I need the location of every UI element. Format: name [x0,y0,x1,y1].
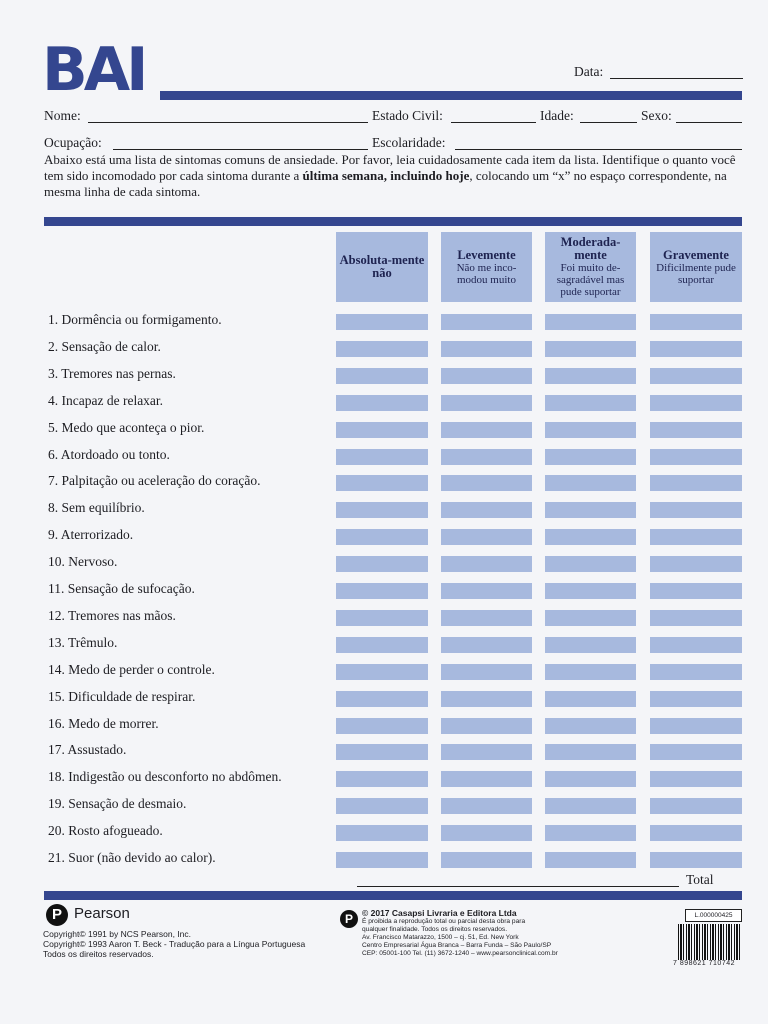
symptom-label: 2. Sensação de calor. [48,339,161,354]
answer-cell[interactable] [650,744,742,760]
answer-cell[interactable] [336,395,428,411]
answer-cell[interactable] [545,610,636,626]
column-title: Moderada-mente [560,235,621,262]
answer-cell[interactable] [441,395,532,411]
answer-cell[interactable] [545,771,636,787]
symptom-label: 20. Rosto afogueado. [48,823,163,838]
pearson-logo-icon [46,904,68,926]
answer-cell[interactable] [545,852,636,868]
publisher-line: Centro Empresarial Água Branca – Barra Funda – São Paulo/SP [362,942,552,949]
answer-cell[interactable] [441,852,532,868]
answer-cell[interactable] [650,583,742,599]
answer-cell[interactable] [650,718,742,734]
answer-cell[interactable] [336,798,428,814]
answer-cell[interactable] [650,771,742,787]
symptom-label: 21. Suor (não devido ao calor). [48,850,216,865]
answer-cell[interactable] [441,341,532,357]
answer-cell[interactable] [545,825,636,841]
answer-cell[interactable] [336,664,428,680]
answer-cell[interactable] [441,314,532,330]
answer-cell[interactable] [650,368,742,384]
answer-cell[interactable] [336,449,428,465]
publisher-line: Av. Francisco Matarazzo, 1500 – cj. 51, Ed. New York [362,934,519,941]
column-header-moderadamente [545,232,636,302]
casapsi-logo-glyph: P [344,912,353,926]
instructions [44,152,744,200]
marital-status-field[interactable] [451,122,536,123]
answer-cell[interactable] [650,825,742,841]
symptom-label: 14. Medo de perder o controle. [48,662,215,677]
name-field[interactable] [88,122,368,123]
answer-cell[interactable] [441,583,532,599]
answer-cell[interactable] [336,852,428,868]
answer-cell[interactable] [650,529,742,545]
copyright-publisher [362,909,558,958]
answer-cell[interactable] [336,529,428,545]
answer-cell[interactable] [545,395,636,411]
symptom-label: 16. Medo de morrer. [48,716,159,731]
symptom-label: 8. Sem equilíbrio. [48,500,145,515]
answer-cell[interactable] [336,825,428,841]
education-label: Escolaridade: [372,135,446,150]
answer-cell[interactable] [336,691,428,707]
symptom-label: 18. Indigestão ou desconforto no abdômen. [48,769,282,784]
instructions-bold: última semana, incluindo hoje [302,168,470,183]
age-field[interactable] [580,122,637,123]
column-title: Gravemente [663,247,729,262]
bai-logo [42,35,152,105]
sex-field[interactable] [676,122,742,123]
answer-cell[interactable] [336,368,428,384]
symptom-label: 12. Tremores nas mãos. [48,608,176,623]
answer-cell[interactable] [545,718,636,734]
answer-cell[interactable] [545,691,636,707]
form-code: L.000000425 [685,909,742,922]
symptom-label: 6. Atordoado ou tonto. [48,447,170,462]
answer-cell[interactable] [336,583,428,599]
answer-cell[interactable] [650,475,742,491]
answer-cell[interactable] [545,341,636,357]
answer-cell[interactable] [441,449,532,465]
answer-cell[interactable] [441,475,532,491]
answer-cell[interactable] [545,314,636,330]
copyright-line: Copyright© 1993 Aaron T. Beck - Tradução para a Língua Portuguesa [43,939,306,949]
answer-cell[interactable] [545,475,636,491]
answer-cell[interactable] [545,583,636,599]
date-label: Data: [574,64,604,79]
symptom-label: 13. Trêmulo. [48,635,118,650]
answer-cell[interactable] [336,502,428,518]
column-title: Absoluta-mente não [339,253,425,280]
answer-cell[interactable] [545,798,636,814]
answer-cell[interactable] [545,744,636,760]
column-subtitle: Foi muito de-sagradável mas pude suportar [556,262,625,298]
instructions-part2: , colocando um “x” no espaço correspondente, na mesma linha de cada sintoma. [44,168,727,199]
answer-cell[interactable] [650,664,742,680]
answer-cell[interactable] [545,664,636,680]
answer-cell[interactable] [441,798,532,814]
symptom-label: 15. Dificuldade de respirar. [48,689,196,704]
answer-cell[interactable] [336,422,428,438]
answer-cell[interactable] [336,771,428,787]
total-label: Total [686,872,714,887]
answer-cell[interactable] [650,556,742,572]
occupation-field[interactable] [113,149,368,150]
answer-cell[interactable] [545,529,636,545]
answer-cell[interactable] [650,422,742,438]
answer-cell[interactable] [441,691,532,707]
answer-cell[interactable] [650,852,742,868]
age-label: Idade: [540,108,574,123]
answer-cell[interactable] [650,691,742,707]
symptom-label: 7. Palpitação ou aceleração do coração. [48,473,261,488]
symptom-label: 19. Sensação de desmaio. [48,796,187,811]
date-field[interactable] [610,78,743,79]
answer-cell[interactable] [336,718,428,734]
answer-cell[interactable] [441,771,532,787]
publisher-heading: © 2017 Casapsi Livraria e Editora Ltda [362,908,517,918]
symptom-label: 17. Assustado. [48,742,127,757]
symptom-label: 11. Sensação de sufocação. [48,581,195,596]
answer-cell[interactable] [441,825,532,841]
answer-cell[interactable] [650,610,742,626]
answer-cell[interactable] [441,368,532,384]
education-field[interactable] [455,149,742,150]
symptom-label: 4. Incapaz de relaxar. [48,393,164,408]
occupation-label: Ocupação: [44,135,102,150]
pearson-logo-glyph: P [51,906,62,923]
header-bar [160,91,742,100]
sex-label: Sexo: [641,108,672,123]
answer-cell[interactable] [336,637,428,653]
answer-cell[interactable] [441,529,532,545]
instructions-part1: Abaixo está uma lista de sintomas comuns de ansiedade. Por favor, leia cuidadosamente cada item da lista. Identifique o quanto você tem sido incomodado por cada sintoma durante a [44,152,736,183]
barcode-number: 7 898621 710742 [673,960,735,967]
answer-cell[interactable] [545,449,636,465]
answer-cell[interactable] [545,422,636,438]
answer-cell[interactable] [650,395,742,411]
answer-cell[interactable] [650,637,742,653]
column-title: Levemente [457,247,516,262]
answer-cell[interactable] [336,610,428,626]
answer-cell[interactable] [441,664,532,680]
symptom-label: 10. Nervoso. [48,554,118,569]
answer-cell[interactable] [441,556,532,572]
column-header-gravemente [650,232,742,302]
copyright-line: Copyright© 1991 by NCS Pearson, Inc. [43,929,192,939]
column-subtitle: Não me inco-modou muito [456,261,517,286]
answer-cell[interactable] [650,314,742,330]
column-header-absolutamente-nao [336,232,428,302]
publisher-line: CEP: 05001-100 Tel. (11) 3672-1240 – www.pearsonclinical.com.br [362,950,558,957]
copyright-left [43,929,305,959]
answer-cell[interactable] [336,314,428,330]
symptom-label: 9. Aterrorizado. [48,527,134,542]
answer-cell[interactable] [650,341,742,357]
answer-cell[interactable] [441,744,532,760]
symptom-label: 5. Medo que aconteça o pior. [48,420,205,435]
answer-cell[interactable] [441,422,532,438]
answer-cell[interactable] [336,744,428,760]
barcode-icon [678,924,742,960]
answer-cell[interactable] [650,449,742,465]
answer-cell[interactable] [545,556,636,572]
answer-cell[interactable] [441,718,532,734]
marital-status-label: Estado Civil: [372,108,443,123]
answer-cell[interactable] [336,556,428,572]
column-subtitle: Dificilmente pude suportar [656,261,736,286]
answer-cell[interactable] [545,502,636,518]
answer-cell[interactable] [336,475,428,491]
answer-cell[interactable] [441,610,532,626]
answer-cell[interactable] [545,637,636,653]
answer-cell[interactable] [441,637,532,653]
symptom-label: 1. Dormência ou formigamento. [48,312,222,327]
answer-cell[interactable] [441,502,532,518]
copyright-line: Todos os direitos reservados. [43,949,154,959]
symptom-label: 3. Tremores nas pernas. [48,366,176,381]
footer-bar [44,891,742,900]
instructions-bar [44,217,742,226]
answer-cell[interactable] [650,798,742,814]
total-field[interactable] [357,886,679,887]
answer-cell[interactable] [336,341,428,357]
publisher-line: qualquer finalidade. Todos os direitos reservados. [362,926,508,933]
publisher-line: É proibida a reprodução total ou parcial desta obra para [362,918,526,925]
answer-cell[interactable] [545,368,636,384]
pearson-name: Pearson [74,905,130,922]
name-label: Nome: [44,108,81,123]
logo-text: BAI [42,35,145,105]
casapsi-logo-icon [340,910,358,928]
answer-cell[interactable] [650,502,742,518]
column-header-levemente [441,232,532,302]
